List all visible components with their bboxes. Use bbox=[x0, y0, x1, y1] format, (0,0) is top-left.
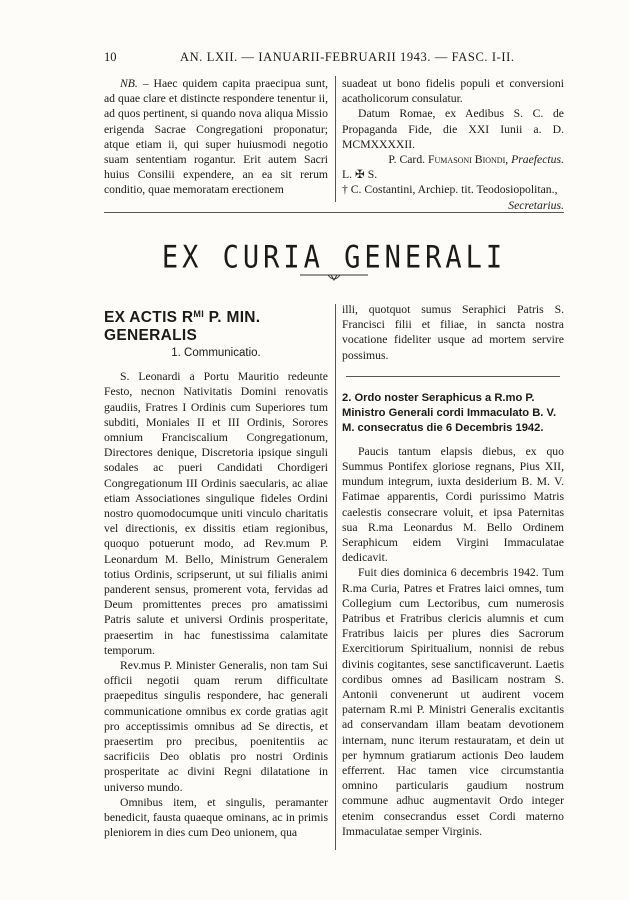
paragraph: Rev.mus P. Minister Generalis, non tam Sui officii negotii quam rerum difficultate praepeditus singulis respondere, hac generali communicatione omnibus ex corde gratias agit pro acceptissimis omnibus ad Se directis, et praesertim pro precibus, poenitentiis ac sacrificiis Deo oblatis pro nostri Ordinis prosperitate ac divini Regni dilatatione in universo mundo. bbox=[104, 659, 328, 794]
decree-continuation: suadeat ut bono fidelis populi et conversioni acatholicorum consulatur. bbox=[342, 77, 564, 106]
nb-text: – Haec quidem capita praecipua sunt, ad quae clare et distincte respondere tenentur ii, ad quos pertinent, si quando nova aliqua Missio erigenda Sacrae Congregationi proponatur; atque etiam ii, qui super huiusmodi negotio suam sententiam rogantur. Erit autem Sacri huius Consilii expendere, an ea sit rerum conditio, quae memoratam erectionem bbox=[104, 77, 328, 197]
datum-line: Datum Romae, ex Aedibus S. C. de Propaganda Fide, die XXI Iunii a. D. MCMXXXXII. bbox=[342, 107, 564, 151]
paragraph: illi, quotquot sumus Seraphici Patris S. Francisci filii et filiae, in sancta nostra vocatione fideliter usque ad mortem servire possimus. bbox=[342, 303, 564, 362]
left-main-column bbox=[104, 346, 328, 841]
right-main-column bbox=[342, 302, 564, 839]
section-separator bbox=[104, 212, 564, 213]
top-column-divider bbox=[335, 76, 336, 202]
paragraph: S. Leonardi a Portu Mauritio redeunte Festo, necnon Nativitatis Domini renovatis gaudiis, Fratres I Ordinis cum Superiores tum subditi, Moniales II et III Ordinis, Sorores omnium Franciscalium Congregationum, Directores denique, Discretoria ipsique singuli sodales ac pueri Candidati Chordigeri Congregationum III Ordinis saecularis, ac aliae etiam Associationes singulique fideles Ordini nostro quomodocumque uniti vinculo charitatis vel directionis, ex dissitis etiam regionibus, quoquo potuerunt modo, ad Rev.mum P. Leonardum M. Bello, Ministrum Generalem totius Ordinis, scripserunt, ut sui filialis animi panderent sensus, promerent vota, fervidas ad Deum promittentes preces pro amatissimi Patris salute et universi Ordinis prosperitate, praesertim in hac funestissima calamitate temporum. bbox=[104, 370, 328, 657]
page-number: 10 bbox=[104, 50, 117, 64]
subheading-communicatio: 1. Communicatio. bbox=[171, 347, 261, 359]
locus-sigilli: L. ✠ S. bbox=[342, 168, 378, 182]
signature-secretary: † C. Costantini, Archiep. tit. Teodosiopolitan., bbox=[342, 183, 558, 197]
nb-label: NB. bbox=[120, 77, 138, 90]
top-right-text bbox=[342, 76, 564, 213]
ornament-icon bbox=[300, 270, 368, 284]
subheading-consecration: 2. Ordo noster Seraphicus a R.mo P. Ministro Generali cordi Immaculato B. V. M. consecratus die 6 Decembris 1942. bbox=[342, 391, 557, 434]
paragraph: Omnibus item, et singulis, peramanter benedicit, fausta quaeque ominans, ac in primis pleniorem in dies cum Deo unionem, qua bbox=[104, 795, 328, 840]
secretary-title: Secretarius. bbox=[508, 198, 564, 212]
cross-icon: ✠ bbox=[354, 168, 365, 182]
paragraph: Paucis tantum elapsis diebus, ex quo Summus Pontifex gloriose regnans, Pius XII, mundum integrum, iuxta desiderium B. M. V. Fatimae apparentis, Cordi purissimo Matris caelestis consecrare voluit, et ipsa Paternitas sua R.ma Leonardus M. Bello Ordinem Seraphicum eidem Virgini Immaculatae dedicavit. bbox=[342, 444, 564, 565]
short-divider bbox=[346, 376, 560, 377]
paragraph: Fuit dies dominica 6 decembris 1942. Tum R.ma Curia, Patres et Fratres laici omnes, tum Collegium cum Lectoribus, cum numerosis Patribus et Fratribus clericis alumnis et cum Fratribus laicis per plures dies Sacrorum Exercitiorum Spiritualium, nonnisi de rebus divinis cogitantes, sese sanctificaverunt. Laetis cordibus omnes ad Basilicam nostram S. Antonii convenerunt ut audirent vocem paternam R.mi P. Ministri Generalis excitantis ad conservandam illam beatam devotionem internam, nunc iterum restauratam, et dein ut per hymnum gratiarum actionis Deo laudem efferrent. Hac tamen vice circumstantia omnino particularis gaudium nostrum commune adhuc augmentavit Ordo integer etenim consecrandus esset Cordi materno Immaculatae semper Virginis. bbox=[342, 566, 564, 838]
main-column-divider bbox=[335, 304, 336, 850]
prefect-name: Fumasoni Biondi bbox=[428, 153, 506, 167]
signature-prefect: P. Card. Fumasoni Biondi, Praefectus. bbox=[388, 153, 564, 167]
main-title: EX CURIA GENERALI bbox=[161, 239, 507, 276]
section-title: EX ACTIS $R^{MI}$ P. MIN. GENERALIS bbox=[104, 309, 261, 344]
running-head: AN. LXII. — IANUARII-FEBRUARII 1943. — FASC. I-II. bbox=[180, 50, 515, 64]
top-left-text bbox=[104, 76, 328, 198]
